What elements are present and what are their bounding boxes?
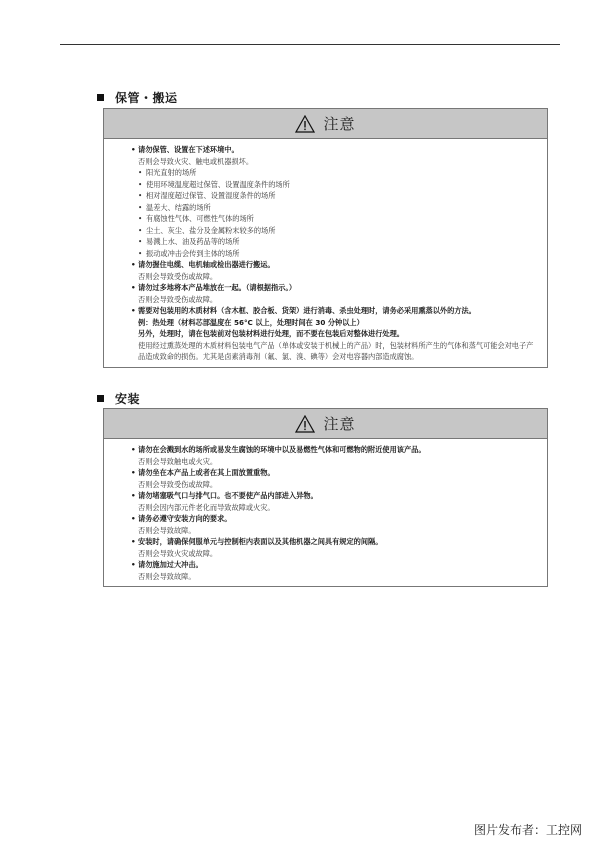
section-heading-installation <box>97 390 140 407</box>
item-sub-text: 否则会导致故障。 <box>138 525 196 535</box>
item-sub-text: 否则会导致受伤或故障。 <box>138 294 218 304</box>
item-main-text: • 请勿在会溅到水的场所或易发生腐蚀的环境中以及易燃性气体和可燃物的附近使用该产品。 <box>138 444 539 456</box>
item-sub-text: 否则会导致故障。 <box>138 571 196 581</box>
condition-item: • 相对湿度超过保管、设置湿度条件的场所 <box>138 190 539 202</box>
top-rule <box>60 44 560 45</box>
square-bullet-icon <box>97 395 104 402</box>
warning-triangle-icon <box>295 415 315 433</box>
condition-item: • 温差大、结露的场所 <box>138 202 539 214</box>
caution-item <box>138 490 539 513</box>
caution-header <box>104 109 547 139</box>
item-example-text: 例：热处理（材料芯部温度在 56°C 以上，处理时间在 30 分钟以上） <box>138 317 364 327</box>
condition-item: • 振动或冲击会传到主体的场所 <box>138 248 539 260</box>
item-main-text: • 请勿保管、设置在下述环境中。 <box>138 144 539 156</box>
caution-item <box>138 144 539 259</box>
section-heading-text: 安装 <box>115 392 141 406</box>
item-sub-text: 否则会导致火灾、触电或机器损坏。 <box>138 156 254 166</box>
item-main-text: • 请务必遵守安装方向的要求。 <box>138 513 539 525</box>
caution-item <box>138 536 539 559</box>
caution-item <box>138 259 539 282</box>
item-main-text: • 请勿施加过大冲击。 <box>138 559 539 571</box>
caution-item <box>138 513 539 536</box>
condition-item: • 易溅上水、油及药品等的场所 <box>138 236 539 248</box>
item-sub-text: 否则会导致受伤或故障。 <box>138 271 218 281</box>
caution-box-installation <box>103 408 548 587</box>
section-heading-storage <box>97 89 178 106</box>
item-note-text: 另外，处理时，请在包装前对包装材料进行处理，而不要在包装后对整体进行处理。 <box>138 329 404 338</box>
caution-header <box>104 409 547 439</box>
caution-item <box>138 305 539 363</box>
condition-item: • 阳光直射的场所 <box>138 167 539 179</box>
item-sub-text: 否则会导致火灾或故障。 <box>138 548 218 558</box>
square-bullet-icon <box>97 94 104 101</box>
item-main-text: • 安装时，请确保伺服单元与控制柜内表面以及其他机器之间具有规定的间隔。 <box>138 536 539 548</box>
publisher-watermark: 图片发布者：工控网 <box>473 823 582 837</box>
caution-title: 注意 <box>323 115 356 133</box>
caution-item <box>138 559 539 582</box>
caution-body <box>104 139 547 367</box>
condition-item: • 有腐蚀性气体、可燃性气体的场所 <box>138 213 539 225</box>
condition-item: • 尘土、灰尘、盐分及金属粉末较多的场所 <box>138 225 539 237</box>
item-sub-text: 否则会因内部元件老化而导致故障或火灾。 <box>138 502 275 512</box>
caution-item <box>138 467 539 490</box>
caution-body <box>104 439 547 586</box>
item-main-text: • 需要对包装用的木质材料（含木框、胶合板、货架）进行消毒、杀虫处理时，请务必采用熏蒸以外的方法。 <box>138 305 539 317</box>
condition-item: • 使用环境温度超过保管、设置温度条件的场所 <box>138 179 539 191</box>
caution-item <box>138 444 539 467</box>
item-sub-text: 否则会导致触电或火灾。 <box>138 456 218 466</box>
item-main-text: • 请勿握住电缆、电机轴或检出器进行搬运。 <box>138 259 539 271</box>
item-main-text: • 请勿坐在本产品上或者在其上面放置重物。 <box>138 467 539 479</box>
caution-item <box>138 282 539 305</box>
caution-box-storage <box>103 108 548 368</box>
item-sub-text: 否则会导致受伤或故障。 <box>138 479 218 489</box>
caution-title: 注意 <box>323 415 356 433</box>
item-sub-text: 使用经过熏蒸处理的木质材料包装电气产品（单体或安装于机械上的产品）时，包装材料所产生的气体和蒸气可能会对电子产品造成致命的损伤。尤其是卤素消毒剂（氟、氯、溴、碘等）会对电容器内部造成腐蚀。 <box>138 340 534 361</box>
section-heading-text: 保管・搬运 <box>115 91 178 105</box>
item-main-text: • 请勿过多地将本产品堆放在一起。（请根据指示。） <box>138 282 539 294</box>
warning-triangle-icon <box>295 115 315 133</box>
item-main-text: • 请勿堵塞吸气口与排气口。也不要使产品内部进入异物。 <box>138 490 539 502</box>
